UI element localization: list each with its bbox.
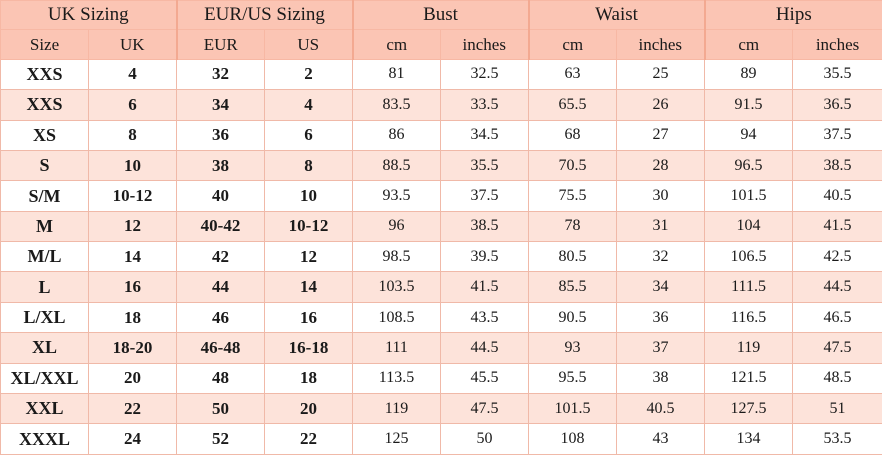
cell-inches: 38.5 <box>793 150 882 180</box>
cell-inches: 30 <box>617 181 705 211</box>
group-header-cell: EUR/US Sizing <box>177 1 353 30</box>
cell-inches: 34.5 <box>441 120 529 150</box>
cell-size: XXXL <box>1 424 89 455</box>
column-header-us: US <box>265 30 353 59</box>
table-row <box>1 363 882 393</box>
cell-uk: 24 <box>89 424 177 455</box>
cell-inches: 34 <box>617 272 705 302</box>
cell-inches: 41.5 <box>441 272 529 302</box>
cell-cm: 113.5 <box>353 363 441 393</box>
cell-us: 4 <box>265 90 353 120</box>
cell-cm: 65.5 <box>529 90 617 120</box>
table-row <box>1 90 882 120</box>
cell-eur: 40-42 <box>177 211 265 241</box>
cell-cm: 63 <box>529 59 617 89</box>
cell-size: S/M <box>1 181 89 211</box>
cell-uk: 18-20 <box>89 333 177 363</box>
column-header-cm: cm <box>705 30 793 59</box>
cell-inches: 42.5 <box>793 242 882 272</box>
column-header-inches: inches <box>617 30 705 59</box>
cell-cm: 125 <box>353 424 441 455</box>
cell-size: M <box>1 211 89 241</box>
table-row <box>1 242 882 272</box>
column-header-cm: cm <box>353 30 441 59</box>
cell-size: XXS <box>1 59 89 89</box>
cell-inches: 43 <box>617 424 705 455</box>
cell-cm: 81 <box>353 59 441 89</box>
cell-size: XS <box>1 120 89 150</box>
cell-eur: 46 <box>177 302 265 332</box>
cell-eur: 48 <box>177 363 265 393</box>
cell-inches: 35.5 <box>441 150 529 180</box>
cell-us: 22 <box>265 424 353 455</box>
cell-inches: 31 <box>617 211 705 241</box>
cell-cm: 93 <box>529 333 617 363</box>
table-row <box>1 302 882 332</box>
cell-cm: 101.5 <box>529 394 617 424</box>
cell-inches: 48.5 <box>793 363 882 393</box>
cell-cm: 96 <box>353 211 441 241</box>
cell-uk: 16 <box>89 272 177 302</box>
cell-cm: 111 <box>353 333 441 363</box>
cell-cm: 134 <box>705 424 793 455</box>
table-row <box>1 150 882 180</box>
cell-cm: 93.5 <box>353 181 441 211</box>
cell-inches: 41.5 <box>793 211 882 241</box>
table-row <box>1 181 882 211</box>
column-header-size: Size <box>1 30 89 59</box>
cell-inches: 26 <box>617 90 705 120</box>
cell-us: 6 <box>265 120 353 150</box>
group-header-cell: Bust <box>353 1 529 30</box>
cell-eur: 38 <box>177 150 265 180</box>
cell-size: XL <box>1 333 89 363</box>
cell-eur: 52 <box>177 424 265 455</box>
cell-size: M/L <box>1 242 89 272</box>
cell-us: 14 <box>265 272 353 302</box>
cell-inches: 35.5 <box>793 59 882 89</box>
cell-cm: 75.5 <box>529 181 617 211</box>
cell-size: XL/XXL <box>1 363 89 393</box>
cell-cm: 121.5 <box>705 363 793 393</box>
cell-cm: 94 <box>705 120 793 150</box>
cell-cm: 95.5 <box>529 363 617 393</box>
cell-us: 20 <box>265 394 353 424</box>
cell-uk: 12 <box>89 211 177 241</box>
cell-us: 2 <box>265 59 353 89</box>
group-header-cell: Waist <box>529 1 705 30</box>
table-row <box>1 272 882 302</box>
cell-cm: 116.5 <box>705 302 793 332</box>
cell-eur: 44 <box>177 272 265 302</box>
cell-inches: 43.5 <box>441 302 529 332</box>
cell-inches: 53.5 <box>793 424 882 455</box>
cell-us: 10-12 <box>265 211 353 241</box>
cell-inches: 37 <box>617 333 705 363</box>
cell-us: 12 <box>265 242 353 272</box>
cell-us: 8 <box>265 150 353 180</box>
cell-inches: 44.5 <box>441 333 529 363</box>
cell-inches: 39.5 <box>441 242 529 272</box>
cell-inches: 37.5 <box>793 120 882 150</box>
cell-inches: 37.5 <box>441 181 529 211</box>
cell-inches: 40.5 <box>793 181 882 211</box>
cell-size: L <box>1 272 89 302</box>
cell-inches: 40.5 <box>617 394 705 424</box>
table-row <box>1 120 882 150</box>
table-row <box>1 211 882 241</box>
column-header-uk: UK <box>89 30 177 59</box>
column-header-inches: inches <box>441 30 529 59</box>
cell-us: 18 <box>265 363 353 393</box>
cell-cm: 108.5 <box>353 302 441 332</box>
cell-inches: 28 <box>617 150 705 180</box>
group-header-row <box>1 1 882 30</box>
table-row <box>1 424 882 455</box>
cell-uk: 4 <box>89 59 177 89</box>
cell-inches: 27 <box>617 120 705 150</box>
cell-eur: 36 <box>177 120 265 150</box>
cell-uk: 8 <box>89 120 177 150</box>
cell-cm: 89 <box>705 59 793 89</box>
cell-us: 10 <box>265 181 353 211</box>
group-header-cell: UK Sizing <box>1 1 177 30</box>
cell-cm: 91.5 <box>705 90 793 120</box>
cell-cm: 127.5 <box>705 394 793 424</box>
cell-inches: 33.5 <box>441 90 529 120</box>
column-header-eur: EUR <box>177 30 265 59</box>
cell-size: XXL <box>1 394 89 424</box>
cell-eur: 32 <box>177 59 265 89</box>
cell-inches: 44.5 <box>793 272 882 302</box>
cell-inches: 36 <box>617 302 705 332</box>
cell-uk: 22 <box>89 394 177 424</box>
cell-cm: 90.5 <box>529 302 617 332</box>
cell-us: 16-18 <box>265 333 353 363</box>
cell-eur: 42 <box>177 242 265 272</box>
cell-inches: 45.5 <box>441 363 529 393</box>
cell-uk: 10-12 <box>89 181 177 211</box>
cell-inches: 38.5 <box>441 211 529 241</box>
cell-cm: 101.5 <box>705 181 793 211</box>
cell-cm: 108 <box>529 424 617 455</box>
cell-us: 16 <box>265 302 353 332</box>
cell-inches: 32.5 <box>441 59 529 89</box>
cell-cm: 119 <box>353 394 441 424</box>
cell-cm: 70.5 <box>529 150 617 180</box>
cell-cm: 119 <box>705 333 793 363</box>
cell-eur: 50 <box>177 394 265 424</box>
cell-cm: 106.5 <box>705 242 793 272</box>
cell-inches: 32 <box>617 242 705 272</box>
cell-cm: 104 <box>705 211 793 241</box>
cell-inches: 38 <box>617 363 705 393</box>
cell-uk: 18 <box>89 302 177 332</box>
cell-inches: 46.5 <box>793 302 882 332</box>
cell-size: XXS <box>1 90 89 120</box>
cell-uk: 14 <box>89 242 177 272</box>
cell-uk: 10 <box>89 150 177 180</box>
cell-inches: 47.5 <box>793 333 882 363</box>
cell-cm: 88.5 <box>353 150 441 180</box>
cell-eur: 34 <box>177 90 265 120</box>
cell-uk: 6 <box>89 90 177 120</box>
cell-cm: 80.5 <box>529 242 617 272</box>
cell-inches: 47.5 <box>441 394 529 424</box>
cell-cm: 85.5 <box>529 272 617 302</box>
cell-cm: 68 <box>529 120 617 150</box>
table-row <box>1 59 882 89</box>
cell-cm: 83.5 <box>353 90 441 120</box>
cell-eur: 46-48 <box>177 333 265 363</box>
column-header-inches: inches <box>793 30 882 59</box>
cell-cm: 111.5 <box>705 272 793 302</box>
cell-inches: 25 <box>617 59 705 89</box>
table-row <box>1 333 882 363</box>
cell-size: L/XL <box>1 302 89 332</box>
cell-inches: 36.5 <box>793 90 882 120</box>
cell-eur: 40 <box>177 181 265 211</box>
cell-size: S <box>1 150 89 180</box>
group-header-cell: Hips <box>705 1 882 30</box>
column-header-row <box>1 30 882 59</box>
cell-inches: 51 <box>793 394 882 424</box>
cell-cm: 96.5 <box>705 150 793 180</box>
cell-cm: 98.5 <box>353 242 441 272</box>
column-header-cm: cm <box>529 30 617 59</box>
cell-cm: 103.5 <box>353 272 441 302</box>
cell-cm: 78 <box>529 211 617 241</box>
cell-uk: 20 <box>89 363 177 393</box>
cell-cm: 86 <box>353 120 441 150</box>
table-row <box>1 394 882 424</box>
cell-inches: 50 <box>441 424 529 455</box>
